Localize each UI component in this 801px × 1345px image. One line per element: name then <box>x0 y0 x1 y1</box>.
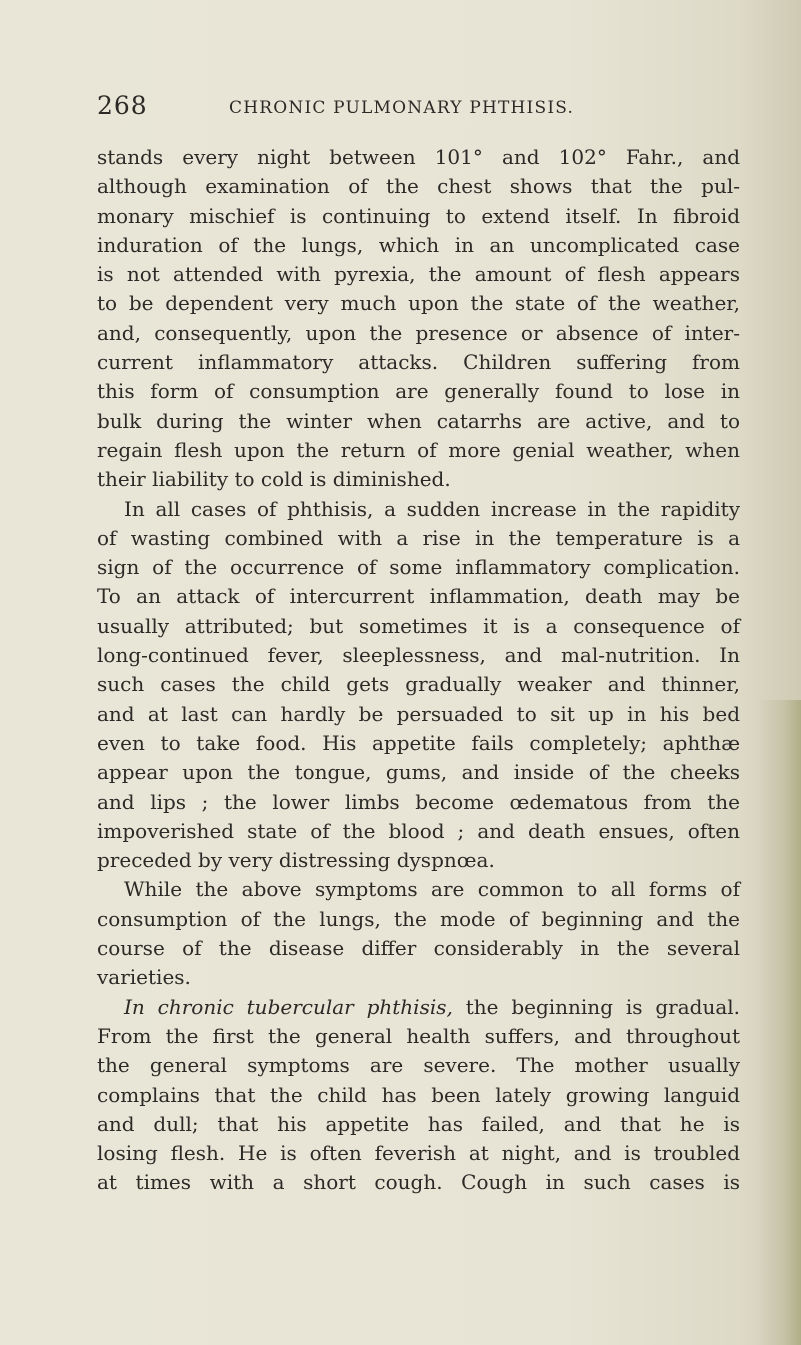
page-edge-shading <box>756 700 801 1345</box>
body-text <box>97 143 740 1198</box>
text-line: varieties. <box>97 965 191 990</box>
text-line: preceded by very distressing dyspnœa. <box>97 848 495 873</box>
text-line: is not attended with pyrexia, the amount of flesh appears <box>97 262 740 287</box>
text-line: regain flesh upon the return of more genial weather, when <box>97 437 740 462</box>
text-line: monary mischief is continuing to extend itself. In fibroid <box>97 203 740 228</box>
text-line: stands every night between 101° and 102° Fahr., and <box>97 145 740 169</box>
text-line: usually attributed; but sometimes it is a consequence of <box>97 613 740 638</box>
text-line: even to take food. His appetite fails completely; aphthæ <box>97 730 740 755</box>
text-line <box>97 993 740 1022</box>
italic-lead: In chronic tubercular phthisis, <box>124 994 453 1019</box>
text-line: course of the disease differ considerably in the several <box>97 936 740 961</box>
text-line: current inflammatory attacks. Children suffering from <box>97 350 740 375</box>
running-head: CHRONIC PULMONARY PHTHISIS. <box>229 98 575 118</box>
text-line: of wasting combined with a rise in the temperature is a <box>97 525 740 550</box>
text-line: losing flesh. He is often feverish at night, and is troubled <box>97 1141 740 1166</box>
text-line: From the first the general health suffers, and throughout <box>97 1023 740 1048</box>
text-line: this form of consumption are generally found to lose in <box>97 379 740 404</box>
text-line: bulk during the winter when catarrhs are active, and to <box>97 408 740 433</box>
text-line-rest: the beginning is gradual. <box>452 994 741 1019</box>
text-line: although examination of the chest shows that the pul- <box>97 174 740 199</box>
page-header <box>97 88 737 124</box>
text-line: long-continued fever, sleeplessness, and mal-nutrition. In <box>97 643 740 668</box>
text-line: and, consequently, upon the presence or absence of inter- <box>97 320 740 345</box>
page-number: 268 <box>97 91 148 120</box>
text-line: and at last can hardly be persuaded to sit up in his bed <box>97 701 740 726</box>
text-line: at times with a short cough. Cough in such cases is <box>97 1170 740 1195</box>
text-line: to be dependent very much upon the state of the weather, <box>97 291 740 316</box>
text-line: consumption of the lungs, the mode of beginning and the <box>97 906 740 931</box>
text-line: complains that the child has been lately growing languid <box>97 1082 740 1107</box>
text-line: To an attack of intercurrent inflammation, death may be <box>97 584 740 609</box>
text-line: In all cases of phthisis, a sudden increase in the rapidity <box>124 496 740 521</box>
text-line: the general symptoms are severe. The mother usually <box>97 1053 740 1078</box>
text-line: their liability to cold is diminished. <box>97 467 451 492</box>
text-line: induration of the lungs, which in an uncomplicated case <box>97 232 740 257</box>
text-line: and dull; that his appetite has failed, and that he is <box>97 1111 740 1136</box>
text-line: impoverished state of the blood ; and death ensues, often <box>97 818 740 843</box>
text-line: appear upon the tongue, gums, and inside of the cheeks <box>97 760 740 785</box>
text-line: such cases the child gets gradually weaker and thinner, <box>97 672 740 697</box>
text-line: While the above symptoms are common to all forms of <box>124 877 740 902</box>
text-line: and lips ; the lower limbs become œdematous from the <box>97 789 740 814</box>
text-line: sign of the occurrence of some inflammatory complication. <box>97 555 740 580</box>
